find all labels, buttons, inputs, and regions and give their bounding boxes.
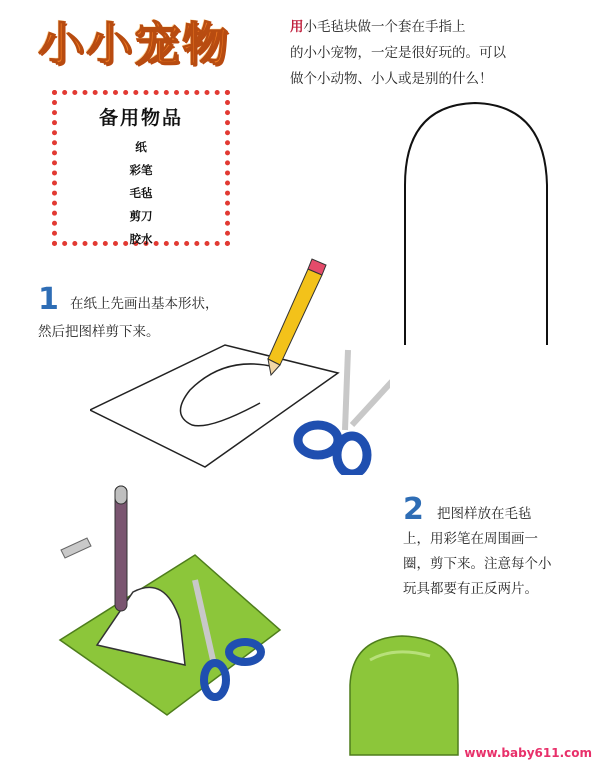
website-watermark: www.baby611.com	[464, 746, 592, 760]
step-2-illustration	[55, 480, 305, 720]
green-felt-icon	[60, 555, 280, 715]
supplies-list	[57, 136, 225, 251]
supply-item: 彩笔	[129, 163, 153, 177]
puppet-outline-illustration	[395, 95, 555, 350]
step-2-number: 2	[403, 492, 424, 527]
step-2-line-4: 玩具都要有正反两片。	[403, 581, 538, 597]
page-title: 小小宠物	[38, 17, 230, 71]
step-2-text-rest	[403, 527, 552, 602]
step-2-line-2: 上，用彩笔在周围画一	[403, 531, 538, 547]
supplies-box	[52, 90, 230, 246]
supply-item: 纸	[135, 140, 147, 154]
step-1-line-2: 然后把图样剪下来。	[38, 324, 160, 340]
step-2-text	[437, 502, 532, 527]
supply-item: 剪刀	[129, 209, 153, 223]
supply-item: 胶水	[129, 232, 153, 246]
felt-puppet-piece-illustration	[340, 630, 470, 760]
pencil-icon	[268, 259, 326, 375]
step-2-line-3: 圈，剪下来。注意每个小	[403, 556, 552, 572]
intro-line-2: 的小小宠物，一定是很好玩的。可以	[290, 45, 506, 61]
marker-icon	[115, 486, 127, 611]
intro-line-1	[290, 14, 570, 40]
step-2-line-1: 把图样放在毛毡	[437, 506, 532, 522]
supply-item: 毛毡	[129, 186, 153, 200]
step-1-line-1: 在纸上先画出基本形状，	[70, 296, 219, 312]
step-1-number: 1	[38, 282, 59, 317]
step-1-illustration	[90, 255, 390, 475]
marker-cap-icon	[61, 538, 91, 558]
intro-line-3: 做个小动物、小人或是别的什么！	[290, 71, 493, 87]
supplies-heading: 备用物品	[98, 107, 183, 129]
intro-text	[290, 14, 570, 92]
intro-line-1-text: 小毛毡块做一个套在手指上	[303, 19, 466, 35]
intro-first-char: 用	[290, 19, 304, 35]
